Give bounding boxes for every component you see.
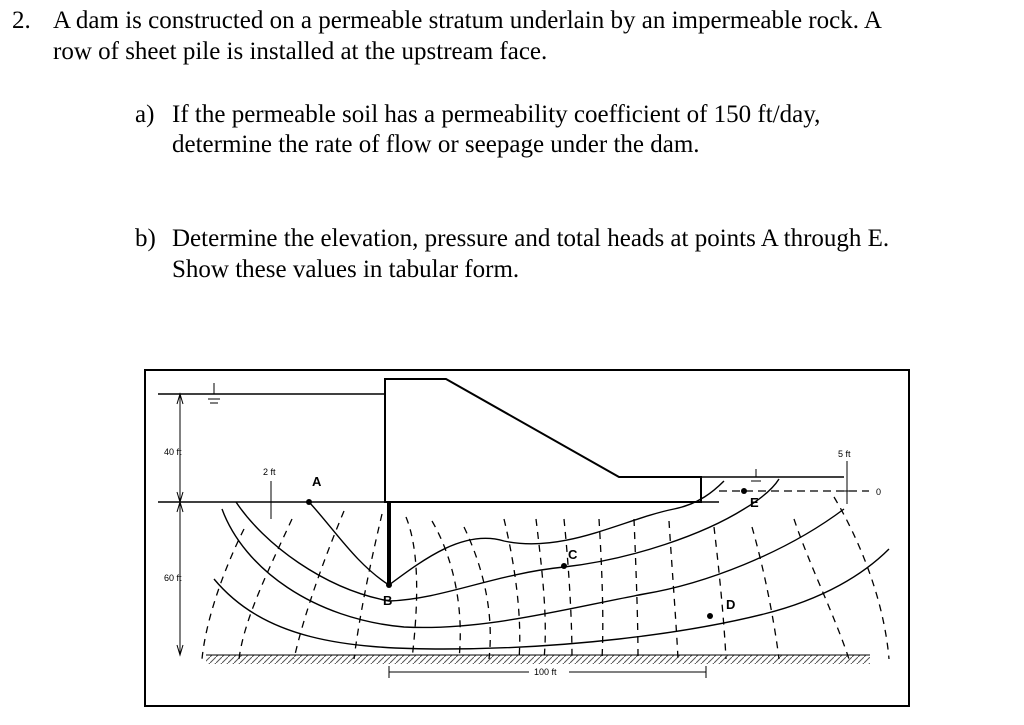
point-c-marker bbox=[561, 563, 567, 569]
point-c-label: C bbox=[568, 547, 578, 562]
datum-zero-label: 0 bbox=[876, 487, 882, 497]
point-e-marker bbox=[741, 488, 747, 494]
point-a-marker bbox=[306, 499, 312, 505]
part-a-line-2: determine the rate of flow or seepage under the dam. bbox=[172, 131, 700, 158]
impermeable-rock bbox=[206, 655, 870, 664]
dimension-5ft bbox=[838, 461, 856, 504]
statement-line-2: row of sheet pile is installed at the upstream face. bbox=[53, 38, 548, 65]
dimension-2ft bbox=[262, 481, 280, 519]
dim-100ft-label: 100 ft bbox=[534, 667, 557, 677]
dam-body bbox=[385, 379, 701, 502]
part-b-label: b) bbox=[135, 225, 156, 252]
part-a-line-1: If the permeable soil has a permeability coefficient of 150 ft/day, bbox=[172, 101, 821, 128]
point-d-label: D bbox=[726, 597, 736, 612]
problem-number: 2. bbox=[12, 7, 31, 34]
point-d-marker bbox=[707, 613, 713, 619]
point-b-label: B bbox=[383, 593, 393, 608]
part-a-label: a) bbox=[135, 101, 155, 128]
dim-40ft-label: 40 ft bbox=[164, 447, 182, 457]
flow-net-figure bbox=[144, 369, 910, 707]
point-b-marker bbox=[386, 582, 392, 588]
dam-toe bbox=[701, 477, 719, 502]
statement-line-1: A dam is constructed on a permeable stratum underlain by an impermeable rock. A bbox=[53, 7, 882, 34]
point-e-label: E bbox=[750, 495, 759, 510]
water-level-symbol-upstream bbox=[208, 383, 220, 403]
flow-lines bbox=[214, 479, 889, 649]
part-b-line-2: Show these values in tabular form. bbox=[172, 256, 520, 283]
part-b-line-1: Determine the elevation, pressure and total heads at points A through E. bbox=[172, 225, 890, 252]
dim-5ft-label: 5 ft bbox=[838, 449, 851, 459]
point-a-label: A bbox=[312, 474, 322, 489]
water-level-symbol-downstream bbox=[751, 469, 761, 481]
dim-60ft-label: 60 ft bbox=[164, 573, 182, 583]
dim-2ft-label: 2 ft bbox=[263, 467, 276, 477]
